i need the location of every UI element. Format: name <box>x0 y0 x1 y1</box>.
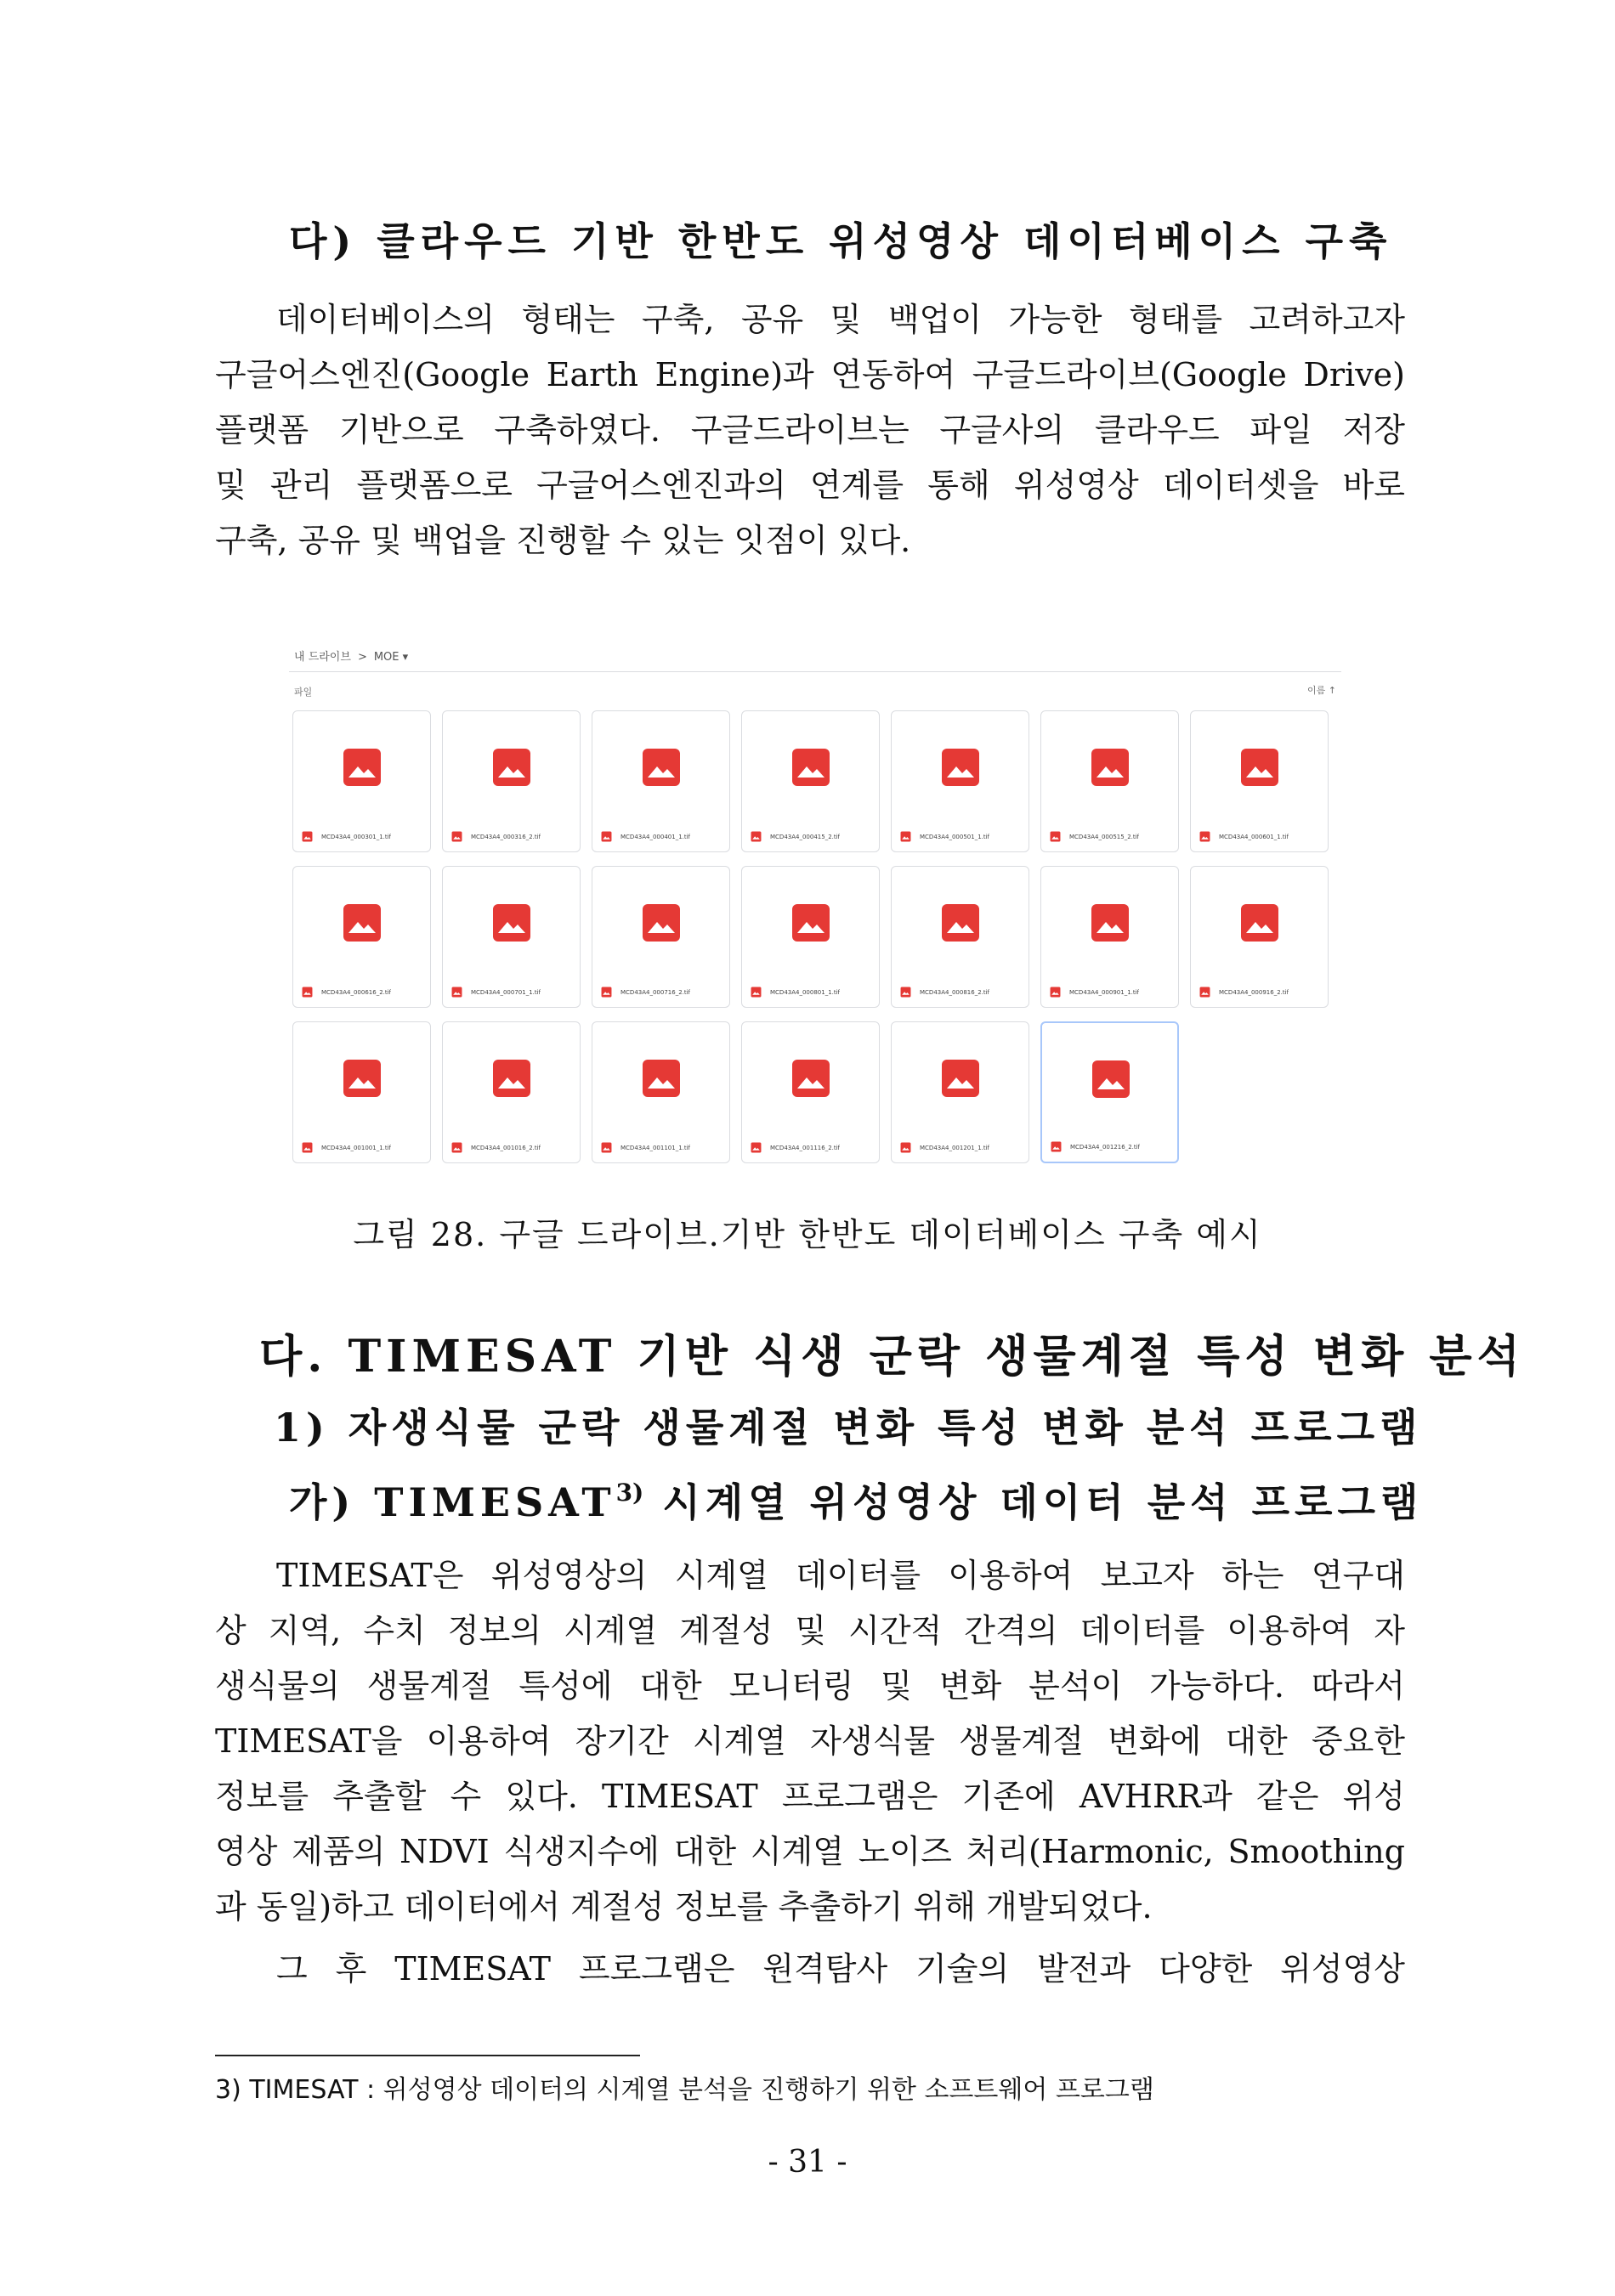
file-footer <box>451 1140 575 1156</box>
file-name: MCD43A4_000316_2.tif <box>471 834 541 840</box>
paragraph-line: TIMESAT을 이용하여 장기간 시계열 자생식물 생물계절 변화에 대한 중요한 <box>215 1722 1405 1760</box>
file-footer <box>900 985 1023 1000</box>
file-thumbnail <box>293 1022 430 1134</box>
file-name: MCD43A4_000716_2.tif <box>620 989 691 996</box>
file-footer <box>1199 829 1323 845</box>
image-type-icon <box>451 1140 462 1156</box>
file-tile[interactable] <box>1190 866 1329 1008</box>
file-thumbnail <box>592 867 729 979</box>
paragraph-line: 그 후 TIMESAT 프로그램은 원격탐사 기술의 발전과 다양한 위성영상 <box>276 1950 1405 1988</box>
breadcrumb-folder[interactable]: MOE <box>373 651 400 664</box>
file-tile[interactable] <box>891 710 1029 852</box>
file-tile[interactable] <box>891 1021 1029 1163</box>
section-heading: 다. TIMESAT 기반 식생 군락 생물계절 특성 변화 분석 <box>259 1331 1525 1383</box>
file-name: MCD43A4_000415_2.tif <box>770 834 841 840</box>
file-thumbnail <box>742 711 879 823</box>
image-type-icon <box>900 829 911 845</box>
paragraph-timesat <box>215 1548 1405 1935</box>
file-footer <box>451 829 575 845</box>
sort-by-name-button[interactable]: 이름 ↑ <box>1307 685 1336 696</box>
file-name: MCD43A4_000301_1.tif <box>321 834 392 840</box>
file-name: MCD43A4_001001_1.tif <box>321 1145 392 1151</box>
image-type-icon <box>302 829 313 845</box>
file-footer <box>302 1140 425 1156</box>
subsection-heading: 1) 자생식물 군락 생물계절 변화 특성 변화 분석 프로그램 <box>274 1405 1423 1451</box>
paragraph-line: 생식물의 생물계절 특성에 대한 모니터링 및 변화 분석이 가능하다. 따라서 <box>215 1667 1405 1705</box>
file-tile[interactable] <box>292 710 431 852</box>
file-tile[interactable] <box>891 866 1029 1008</box>
file-footer <box>601 985 724 1000</box>
file-tile[interactable] <box>1040 710 1179 852</box>
file-thumbnail <box>892 1022 1028 1134</box>
file-name: MCD43A4_001101_1.tif <box>620 1145 691 1151</box>
footnote-mark[interactable]: 3) <box>615 1479 644 1507</box>
file-footer <box>751 1140 874 1156</box>
image-type-icon <box>1050 985 1061 1001</box>
footnote-divider <box>215 2055 640 2056</box>
image-type-icon <box>900 985 911 1001</box>
file-tile[interactable] <box>741 710 880 852</box>
paragraph-timesat-continued <box>215 1942 1405 1997</box>
paragraph-line: TIMESAT은 위성영상의 시계열 데이터를 이용하여 보고자 하는 연구대 <box>276 1557 1405 1594</box>
file-thumbnail <box>1042 1023 1177 1135</box>
image-type-icon <box>601 829 612 845</box>
file-name: MCD43A4_000515_2.tif <box>1069 834 1140 840</box>
image-type-icon <box>1199 985 1210 1001</box>
file-thumbnail <box>443 711 580 823</box>
file-name: MCD43A4_001201_1.tif <box>920 1145 990 1151</box>
paragraph-line: 구축, 공유 및 백업을 진행할 수 있는 잇점이 있다. <box>215 522 911 559</box>
file-name: MCD43A4_000616_2.tif <box>321 989 392 996</box>
file-tile[interactable] <box>592 1021 730 1163</box>
paragraph-database <box>215 292 1405 568</box>
drive-screenshot <box>289 639 1341 1178</box>
file-name: MCD43A4_000601_1.tif <box>1219 834 1289 840</box>
file-name: MCD43A4_000701_1.tif <box>471 989 541 996</box>
files-section-label: 파일 <box>294 687 313 698</box>
file-name: MCD43A4_000401_1.tif <box>620 834 691 840</box>
file-tile[interactable] <box>292 866 431 1008</box>
file-thumbnail <box>443 1022 580 1134</box>
divider <box>289 671 1341 672</box>
file-thumbnail <box>892 867 1028 979</box>
file-footer <box>601 829 724 845</box>
image-type-icon <box>751 1140 762 1156</box>
file-tile[interactable] <box>442 710 581 852</box>
file-thumbnail <box>742 1022 879 1134</box>
file-thumbnail <box>742 867 879 979</box>
file-tile[interactable] <box>741 1021 880 1163</box>
section-d-heading: 다) 클라우드 기반 한반도 위성영상 데이터베이스 구축 <box>289 218 1393 264</box>
file-name: MCD43A4_001216_2.tif <box>1070 1144 1141 1151</box>
breadcrumb <box>294 648 408 664</box>
file-thumbnail <box>1041 711 1178 823</box>
page-number: - 31 - <box>768 2145 847 2180</box>
file-tile[interactable] <box>592 710 730 852</box>
file-footer <box>1050 985 1173 1000</box>
file-footer <box>302 985 425 1000</box>
paragraph-line: 영상 제품의 NDVI 식생지수에 대한 시계열 노이즈 처리(Harmonic, Smoothing <box>215 1833 1405 1870</box>
heading-text-rest: 시계열 위성영상 데이터 분석 프로그램 <box>643 1479 1424 1525</box>
paragraph-line: 및 관리 플랫폼으로 구글어스엔진과의 연계를 통해 위성영상 데이터셋을 바로 <box>215 467 1405 504</box>
file-tile[interactable] <box>741 866 880 1008</box>
file-footer <box>751 829 874 845</box>
paragraph-line: 구글어스엔진(Google Earth Engine)과 연동하여 구글드라이브(Google Drive) <box>215 356 1405 393</box>
image-type-icon <box>451 829 462 845</box>
file-thumbnail <box>592 1022 729 1134</box>
file-thumbnail <box>293 711 430 823</box>
file-name: MCD43A4_000916_2.tif <box>1219 989 1289 996</box>
file-footer <box>1050 829 1173 845</box>
file-thumbnail <box>592 711 729 823</box>
breadcrumb-root[interactable]: 내 드라이브 <box>294 651 351 664</box>
image-type-icon <box>1051 1140 1062 1156</box>
file-footer <box>302 829 425 845</box>
file-name: MCD43A4_000501_1.tif <box>920 834 990 840</box>
file-tile[interactable] <box>592 866 730 1008</box>
file-footer <box>1051 1140 1172 1155</box>
breadcrumb-separator-icon: > <box>357 651 367 664</box>
file-thumbnail <box>1191 711 1328 823</box>
paragraph-line: 플랫폼 기반으로 구축하였다. 구글드라이브는 구글사의 클라우드 파일 저장 <box>215 411 1405 449</box>
figure-caption: 그림 28. 구글 드라이브.기반 한반도 데이터베이스 구축 예시 <box>353 1216 1262 1253</box>
file-footer <box>751 985 874 1000</box>
file-thumbnail <box>1041 867 1178 979</box>
file-tile[interactable] <box>292 1021 431 1163</box>
image-type-icon <box>1199 829 1210 845</box>
image-type-icon <box>1050 829 1061 845</box>
file-name: MCD43A4_000801_1.tif <box>770 989 841 996</box>
image-type-icon <box>900 1140 911 1156</box>
file-footer <box>451 985 575 1000</box>
paragraph-line: 데이터베이스의 형태는 구축, 공유 및 백업이 가능한 형태를 고려하고자 <box>276 301 1405 338</box>
image-type-icon <box>451 985 462 1001</box>
image-type-icon <box>751 829 762 845</box>
file-tile[interactable] <box>1190 710 1329 852</box>
file-tile[interactable] <box>1040 866 1179 1008</box>
file-thumbnail <box>443 867 580 979</box>
file-name: MCD43A4_001116_2.tif <box>770 1145 841 1151</box>
file-thumbnail <box>1191 867 1328 979</box>
paragraph-line: 상 지역, 수치 정보의 시계열 계절성 및 시간적 간격의 데이터를 이용하여 자 <box>215 1612 1405 1649</box>
file-tile[interactable] <box>1040 1021 1179 1163</box>
file-footer <box>601 1140 724 1156</box>
file-footer <box>1199 985 1323 1000</box>
file-footer <box>900 1140 1023 1156</box>
chevron-down-icon[interactable]: ▾ <box>402 651 409 664</box>
file-footer <box>900 829 1023 845</box>
paragraph-line: 과 동일)하고 데이터에서 계절성 정보를 추출하기 위해 개발되었다. <box>215 1888 1153 1926</box>
subsubsection-heading <box>289 1472 1423 1528</box>
image-type-icon <box>601 985 612 1001</box>
file-name: MCD43A4_001016_2.tif <box>471 1145 541 1151</box>
heading-text: 가) TIMESAT <box>289 1479 616 1525</box>
file-tile[interactable] <box>442 866 581 1008</box>
image-type-icon <box>302 1140 313 1156</box>
image-type-icon <box>302 985 313 1001</box>
file-thumbnail <box>293 867 430 979</box>
file-thumbnail <box>892 711 1028 823</box>
image-type-icon <box>751 985 762 1001</box>
file-name: MCD43A4_000901_1.tif <box>1069 989 1140 996</box>
file-tile[interactable] <box>442 1021 581 1163</box>
file-name: MCD43A4_000816_2.tif <box>920 989 990 996</box>
paragraph-line: 정보를 추출할 수 있다. TIMESAT 프로그램은 기존에 AVHRR과 같은 위성 <box>215 1778 1405 1815</box>
image-type-icon <box>601 1140 612 1156</box>
footnote: 3) TIMESAT : 위성영상 데이터의 시계열 분석을 진행하기 위한 소프트웨어 프로그램 <box>215 2075 1154 2105</box>
